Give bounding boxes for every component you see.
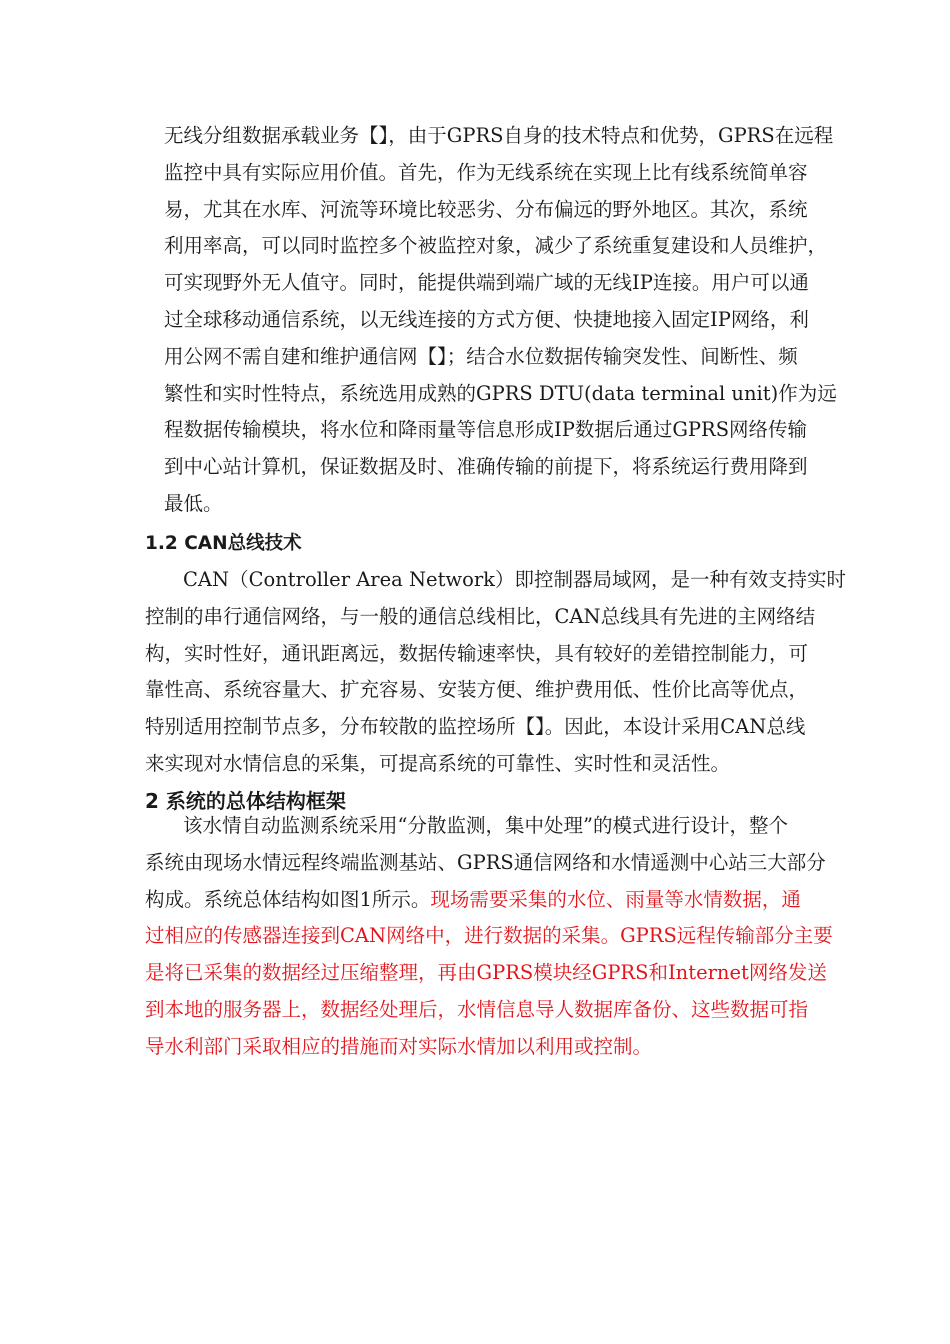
highlighted-line: 是将已采集的数据经过压缩整理，再由GPRS模块经GPRS和Internet网络发送 xyxy=(145,961,827,985)
can-bus-paragraph xyxy=(145,562,846,783)
paragraph-line: CAN（Controller Area Network）即控制器局域网，是一种有效支持实时 xyxy=(183,568,846,591)
paragraph-line: 监控中具有实际应用价值。首先，作为无线系统在实现上比有线系统简单容 xyxy=(164,160,808,184)
paragraph-line: 来实现对水情信息的采集，可提高系统的可靠性、实时性和灵活性。 xyxy=(145,751,731,775)
paragraph-line: 程数据传输模块，将水位和降雨量等信息形成IP数据后通过GPRS网络传输 xyxy=(164,418,808,442)
paragraph-line: 繁性和实时性特点，系统选用成熟的GPRS DTU(data terminal unit)作为远 xyxy=(164,381,837,405)
paragraph-line: 该水情自动监测系统采用“分散监测，集中处理”的模式进行设计，整个 xyxy=(183,814,788,837)
section-heading-2: 2 系统的总体结构框架 xyxy=(145,789,346,813)
highlighted-line: 过相应的传感器连接到CAN网络中，进行数据的采集。GPRS远程传输部分主要 xyxy=(145,924,833,948)
paragraph-line: 可实现野外无人值守。同时，能提供端到端广域的无线IP连接。用户可以通 xyxy=(164,271,809,295)
paragraph-line: 控制的串行通信网络，与一般的通信总线相比，CAN总线具有先进的主网络结 xyxy=(145,604,816,628)
paragraph-line: 最低。 xyxy=(164,491,223,515)
paragraph-line: 特别适用控制节点多，分布较散的监控场所【】。因此，本设计采用CAN总线 xyxy=(145,715,806,739)
paragraph-line: 易，尤其在水库、河流等环境比较恶劣、分布偏远的野外地区。其次，系统 xyxy=(164,197,808,221)
paragraph-line: 用公网不需自建和维护通信网【】；结合水位数据传输突发性、间断性、频 xyxy=(164,344,798,368)
section-heading-1-2: 1.2 CAN总线技术 xyxy=(145,533,302,554)
paragraph-line: 过全球移动通信系统，以无线连接的方式方便、快捷地接入固定IP网络，利 xyxy=(164,307,809,331)
paragraph-line: 靠性高、系统容量大、扩充容易、安装方便、维护费用低、性价比高等优点， xyxy=(145,678,809,702)
paragraph-line: 构，实时性好，通讯距离远，数据传输速率快，具有较好的差错控制能力，可 xyxy=(145,641,809,665)
highlighted-line: 导水利部门采取相应的措施而对实际水情加以利用或控制。 xyxy=(145,1034,653,1058)
system-structure-paragraph xyxy=(145,808,833,1066)
paragraph-line: 系统由现场水情远程终端监测基站、GPRS通信网络和水情遥测中心站三大部分 xyxy=(145,850,826,874)
paragraph-text: 构成。系统总体结构如图1所示。 xyxy=(145,887,431,911)
paragraph-line-mixed xyxy=(145,882,833,919)
highlighted-text: 现场需要采集的水位、雨量等水情数据，通 xyxy=(430,887,801,911)
paragraph-line: 利用率高，可以同时监控多个被监控对象，减少了系统重复建设和人员维护， xyxy=(164,234,828,258)
highlighted-line: 到本地的服务器上，数据经处理后，水情信息导人数据库备份、这些数据可指 xyxy=(145,997,809,1021)
intro-paragraph xyxy=(164,118,837,523)
paragraph-line: 到中心站计算机，保证数据及时、准确传输的前提下，将系统运行费用降到 xyxy=(164,455,808,479)
paragraph-line: 无线分组数据承载业务【】，由于GPRS自身的技术特点和优势，GPRS在远程 xyxy=(164,124,834,147)
